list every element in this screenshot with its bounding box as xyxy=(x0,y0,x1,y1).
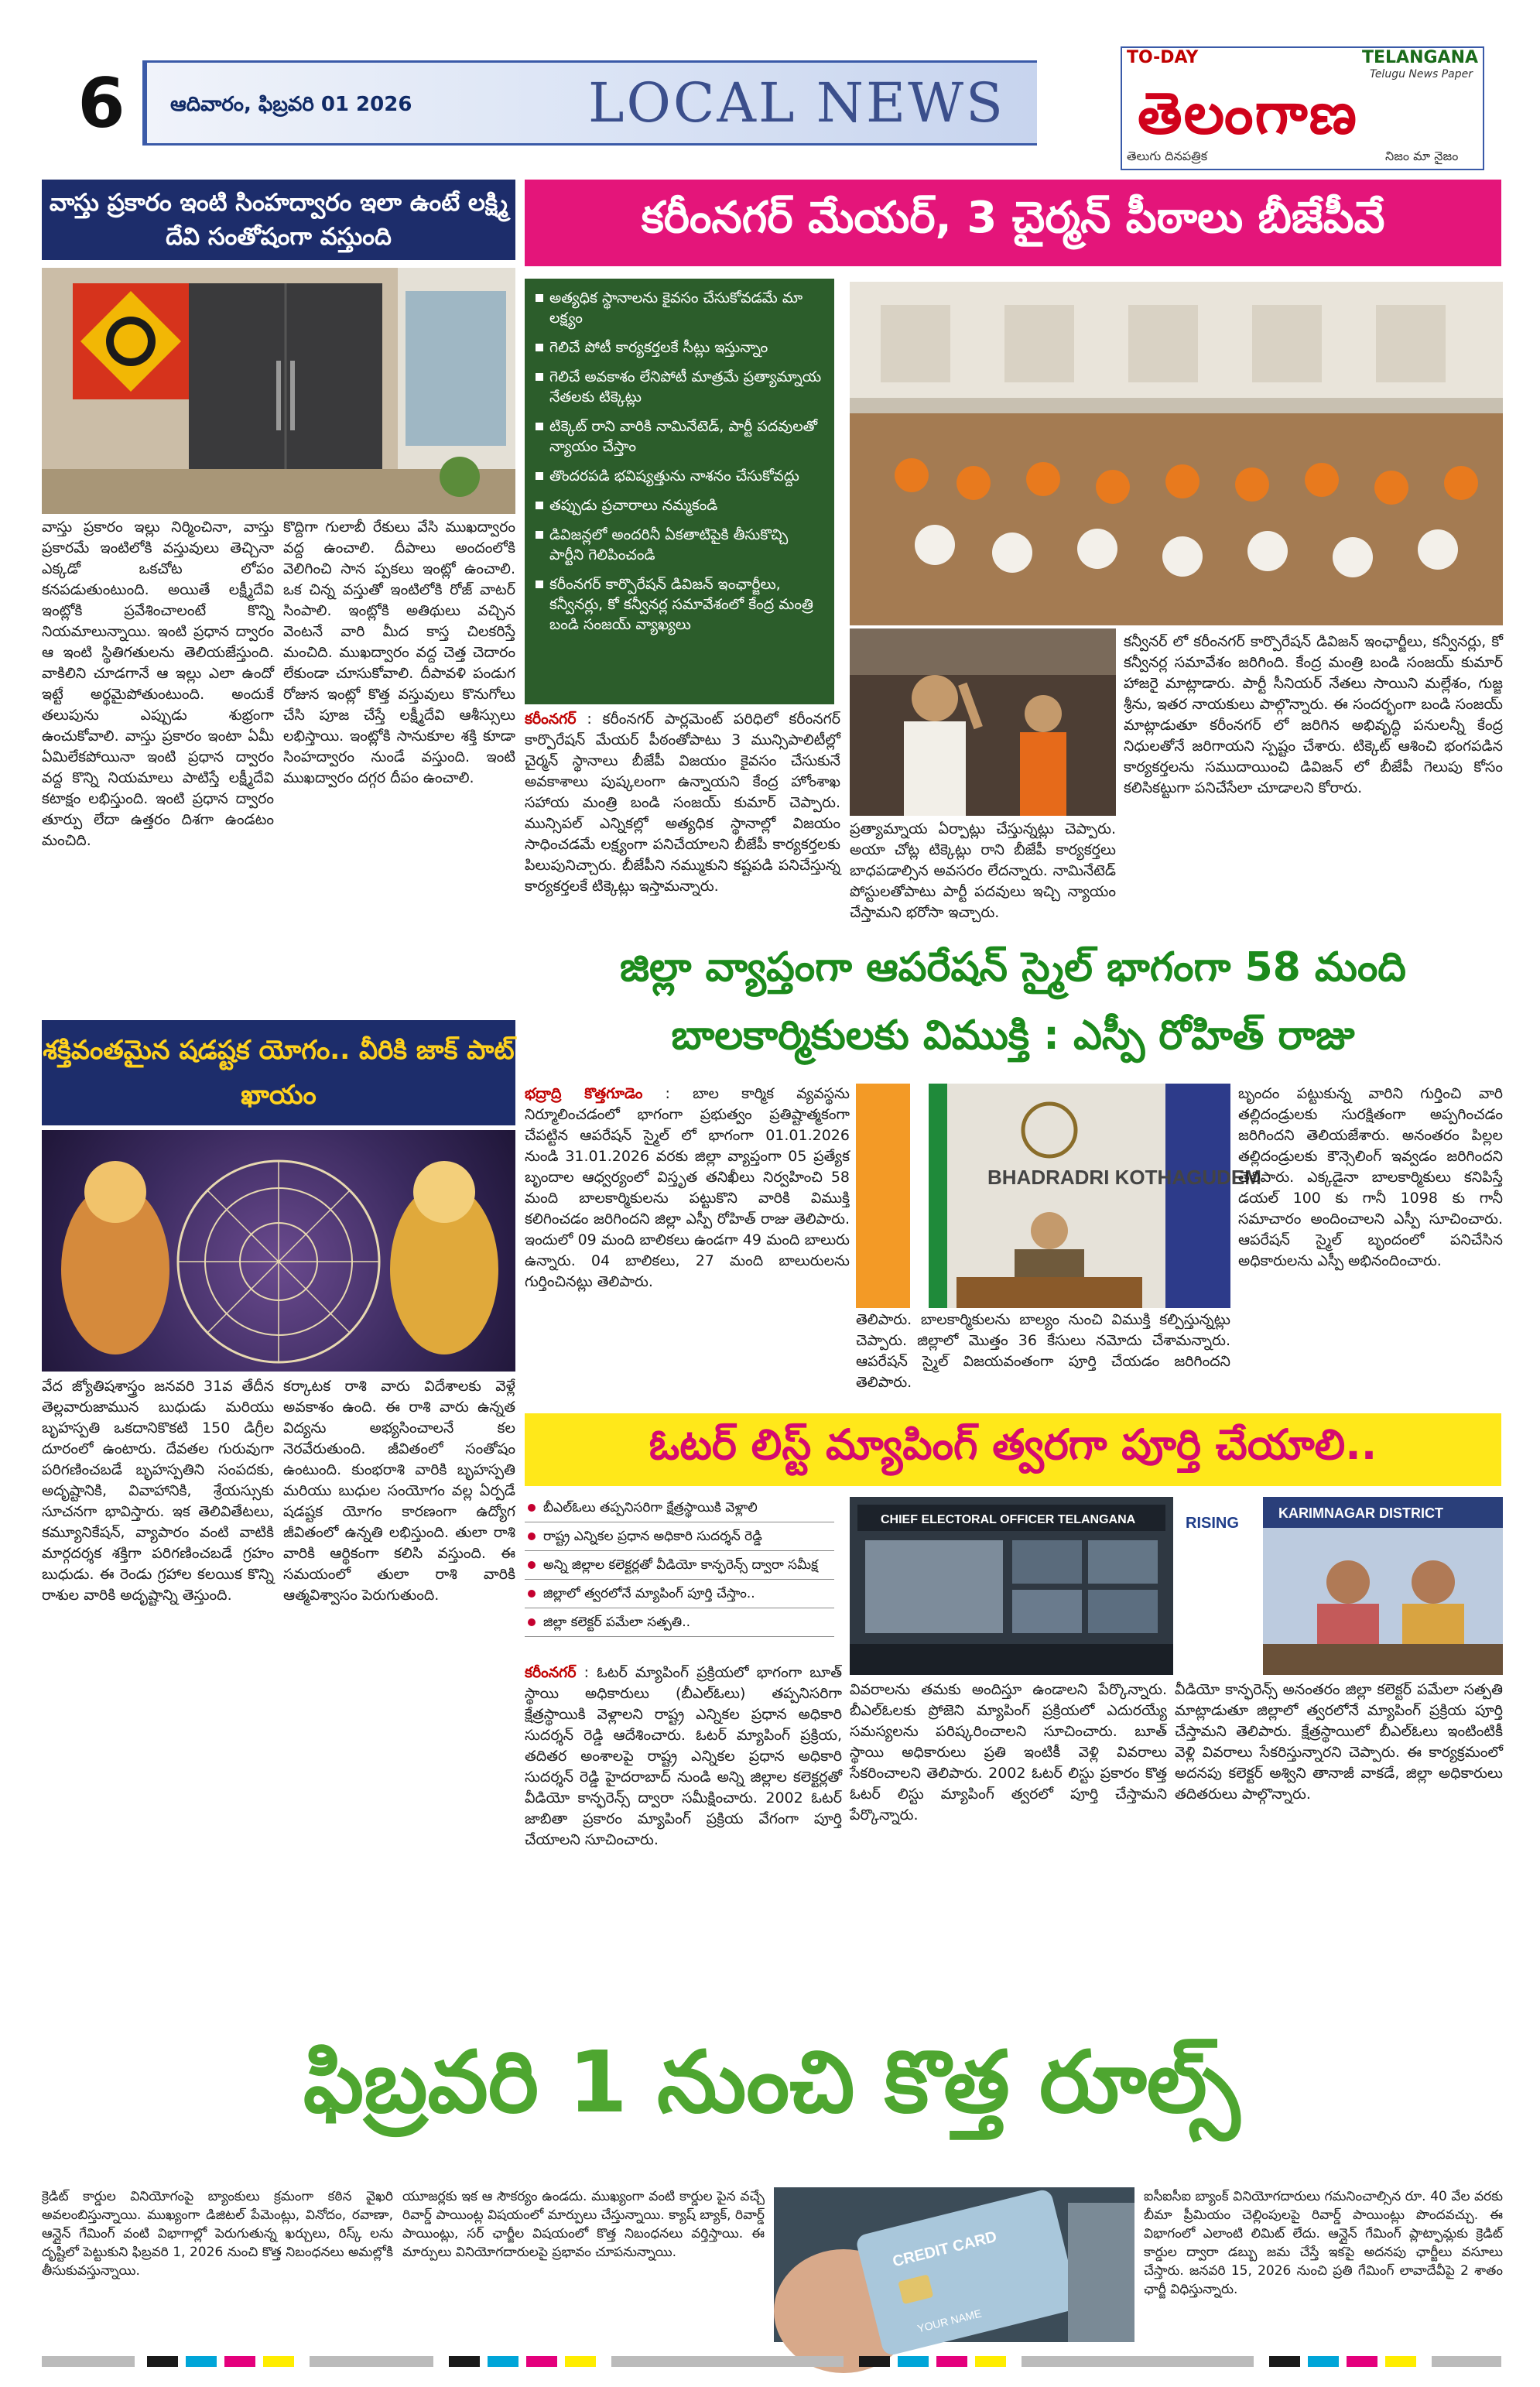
child-labour-headline[interactable]: జిల్లా వ్యాప్తంగా ఆపరేషన్ స్మైల్ భాగంగా 58 మంది బాలకార్మికులకు విముక్తి : ఎస్పీ రోహిత్ రాజు xyxy=(525,933,1501,1079)
highlight-item: గెలిచే అవకాశం లేనిపోటీ మాత్రమే ప్రత్యామ్నాయ నేతలకు టిక్కెట్లు xyxy=(532,367,826,407)
registration-bar xyxy=(1347,2356,1377,2367)
registration-bar xyxy=(449,2356,480,2367)
karimnagar-dateline: కరీంనగర్ xyxy=(525,711,577,728)
card-title-text: CREDIT CARD xyxy=(891,2228,999,2271)
karimnagar-body-col1: కరీంనగర్ : కరీంనగర్ పార్లమెంట్ పరిధిలో కరీంనగర్ కార్పొరేషన్ మేయర్ పీఠంతోపాటు 3 మున్సిపాలిటీల్లో చైర్మన్ స్థానాలు బీజేపీ విజయం కైవసం చేసుకునే అవకాశాలు పుష్కలంగా ఉన్నాయని కేంద్ర హోంశాఖ సహాయ మంత్రి బండి సంజయ్ కుమార్ చెప్పారు. మున్సిపల్ ఎన్నికల్లో అత్యధిక స్థానాల్లో విజయం సాధించడమే లక్ష్యంగా పనిచేయాలని బీజేపీ కార్యకర్తలకు పిలుపునిచ్చారు. బీజేపీని నమ్ముకుని కష్టపడి పనిచేస్తున్న కార్యకర్తలకే టిక్కెట్లు ఇస్తామన్నారు. xyxy=(525,711,840,895)
sp-press-meet-illustration xyxy=(856,1084,1261,1308)
voter-list-body-col2: వివరాలను తమకు అందిస్తూ ఉండాలని పేర్కొన్నారు. బీఎల్ఓలకు ప్రోజెని మ్యాపింగ్ ప్రక్రియలో ఎదురయ్యే సమస్యలను పరిష్కరించాలని సూచించారు. బూత్ స్థాయి అధికారులు ప్రతి ఇంటికీ వెళ్లి వివరాలు సేకరించాలని తెలిపారు. 2002 ఓటర్ లిస్టు ప్రకారం కొత్త ఓటర్ లిస్టు మ్యాపింగ్ త్వరలో పూర్తి చేస్తామని పేర్కొన్నారు. xyxy=(850,1681,1167,1824)
child-labour-dateline: భద్రాద్రి కొత్తగూడెం xyxy=(525,1085,643,1102)
logo-tagline-right: నిజం మా నైజం xyxy=(1385,149,1459,163)
highlight-item: అత్యధిక స్థానాలను కైవసం చేసుకోవడమే మా లక్ష్యం xyxy=(532,288,826,328)
logo-main-text: తెలంగాణ xyxy=(1138,80,1358,147)
karimnagar-body-col3: కన్వీనర్ లో కరీంనగర్ కార్పొరేషన్ డివిజన్ ఇంఛార్జీలు, కన్వీనర్లు, కో కన్వీనర్ల సమావేశం జరిగింది. కేంద్ర మంత్రి బండి సంజయ్ కుమార్ హాజరై మాట్లాడారు. పార్టీ సీనియర్ నేతలు సాయిని మల్లేశం, గుజ్జ శ్రీను, ఇతర నాయకులు పాల్గొన్నారు. ఈ సందర్భంగా బండి సంజయ్ మాట్లాడుతూ కరీంనగర్ లో జరిగిన అభివృద్ధి పనులన్నీ కేంద్ర నిధులతోనే జరిగాయని స్పష్టం చేశారు. టిక్కెట్ ఆశించి భంగపడిన కార్యకర్తలను సముదాయించి డివిజన్ లో బీజేపీ గెలుపు కోసం కలిసికట్టుగా పనిచేసేలా చూడాలని కోరారు. xyxy=(1124,633,1503,796)
registration-bar xyxy=(263,2356,294,2367)
registration-bar xyxy=(310,2356,433,2367)
child-labour-body-col3: బృందం పట్టుకున్న వారిని గుర్తించి వారి తల్లిదండ్రులకు సురక్షితంగా అప్పగించడం జరిగిందని తెలియజేశారు. అనంతరం పిల్లల తల్లిదండ్రులకు కౌన్సెలింగ్ ఇవ్వడం జరిగిందని తెలిపారు. ఎక్కడైనా బాలకార్మికులు కనిపిస్తే డయల్ 100 కు గానీ 1098 కు గానీ సమాచారం అందించాలని ఎస్పీ సూచించారు. ఆపరేషన్ స్మైల్ బృందంలో పనిచేసిన అధికారులను ఎస్పీ అభినందించారు. xyxy=(1238,1085,1503,1269)
registration-bar xyxy=(1308,2356,1339,2367)
voter-list-body-text: ఓటర్ మ్యాపింగ్ ప్రక్రియలో భాగంగా బూత్ స్థాయి అధికారులు (బీఎల్ఓలు) తప్పనిసరిగా క్షేత్రస్థాయికి వెళ్లాలని రాష్ట్ర ఎన్నికల ప్రధాన అధికారి సుదర్శన్ రెడ్డి ఆదేశించారు. ఓటర్ మ్యాపింగ్ ప్రక్రియ, తదితర అంశాలపై రాష్ట్ర ఎన్నికల ప్రధాన అధికారి సుదర్శన్ రెడ్డి హైదరాబాద్ నుండి అన్ని జిల్లాల కలెక్టర్లతో వీడియో కాన్ఫరెన్స్ ద్వారా సమీక్షించారు. 2002 ఓటర్ జాబితా ప్రకారం మ్యాపింగ్ ప్రక్రియ వేగంగా పూర్తి చేయాలని సూచించారు. xyxy=(525,1664,842,1848)
new-rules-body-col3: ఐసీఐసీఐ బ్యాంక్ వినియోగదారులు గమనించాల్సిన రూ. 40 వేల వరకు బీమా ప్రీమియం చెల్లింపులపై రివార్డ్ పాయింట్లు పొందవచ్చు. ఈ విభాగంలో ఎలాంటి లిమిట్ లేదు. ఆన్లైన్ గేమింగ్ ప్లాట్ఫామ్లకు క్రెడిట్ కార్డుల ద్వారా డబ్బు జమ చేస్తే ఇకపై అదనపు ఛార్జీలు వసూలు చేస్తారు. జనవరి 15, 2026 నుంచి ప్రతి గేమింగ్ లావాదేవీపై 2 శాతం ఛార్జీ విధిస్తున్నారు. xyxy=(1144,2189,1503,2297)
door-photo xyxy=(42,268,515,514)
vastu-headline[interactable]: వాస్తు ప్రకారం ఇంటి సింహద్వారం ఇలా ఉంటే లక్ష్మి దేవి సంతోషంగా వస్తుంది xyxy=(42,180,515,260)
speaker-photo xyxy=(850,628,1116,816)
vastu-body-col1: వాస్తు ప్రకారం ఇల్లు నిర్మించినా, వాస్తు ప్రకారమే ఇంటిలోకి వస్తువులు తెచ్చినా ఎక్కడో ఒకచోట లోపం కనపడుతుంటుంది. అయితే లక్ష్మీదేవి ఇంట్లోకి ప్రవేశించాలంటే కొన్ని నియమాలున్నాయి. ఇంటి ప్రధాన ద్వారం ఆ ఇంటి స్థితిగతులను తెలియజేస్తుంది. వాకిలిని చూడగానే ఆ ఇల్లు ఎలా ఉందో ఇట్టే అర్థమైపోతుంటుంది. అందుకే తలుపును ఎప్పుడు శుభ్రంగా ఉంచుకోవాలి. వాస్తు ప్రకారం ఇంటా ఏమీ ఏమిలేకపోయినా ఇంటి ప్రధాన ద్వారం వద్ద కొన్ని నియమాలు పాటిస్తే లక్ష్మీదేవి కటాక్షం లభిస్తుంది. ఇంటి ప్రధాన ద్వారం తూర్పు లేదా ఉత్తరం దిశగా ఉండటం మంచిది. xyxy=(42,519,274,849)
logo-tagline-left: తెలుగు దినపత్రిక xyxy=(1127,149,1208,163)
highlight-item: జిల్లాలో త్వరలోనే మ్యాపింగ్ పూర్తి చేస్తాం.. xyxy=(525,1580,834,1608)
video-conference-photo xyxy=(850,1497,1173,1675)
credit-card-photo xyxy=(774,2187,1134,2342)
highlight-item: తప్పుడు ప్రచారాలు నమ్మకండి xyxy=(532,495,826,515)
voter-list-dateline: కరీంనగర్ xyxy=(525,1664,577,1681)
new-rules-body-col1: క్రెడిట్ కార్డుల వినియోగంపై బ్యాంకులు క్రమంగా కఠిన వైఖరి అవలంబిస్తున్నాయి. ముఖ్యంగా డిజిటల్ పేమెంట్లు, వినోదం, రవాణా, ఆన్లైన్ గేమింగ్ వంటి విభాగాల్లో పెరుగుతున్న ఖర్చులు, రిస్క్ లను దృష్టిలో పెట్టుకుని ఫిబ్రవరి 1, 2026 నుంచి కొత్త నిబంధనలు అమల్లోకి తీసుకువస్తున్నాయి. xyxy=(42,2189,393,2279)
card-name-text: YOUR NAME xyxy=(915,2307,983,2335)
registration-bar xyxy=(186,2356,217,2367)
door-illustration xyxy=(42,268,515,514)
meeting-hall-photo xyxy=(850,282,1503,625)
logo-telangana-label: TELANGANA xyxy=(1362,48,1479,67)
registration-bar xyxy=(488,2356,518,2367)
meeting-rising-text: RISING xyxy=(1186,1515,1239,1532)
speaker-illustration xyxy=(850,628,1116,816)
highlight-item: జిల్లా కలెక్టర్ పమేలా సత్పతి.. xyxy=(525,1608,834,1637)
shadashtaka-body-col2: కర్కాటక రాశి వారు విదేశాలకు వెళ్లే అవకాశం ఉంది. ఈ రాశి వారు ఉన్నత విద్యను అభ్యసించాలనే కల నెరవేరుతుంది. జీవితంలో సంతోషం ఉంటుంది. కుంభరాశి వారికి బృహస్పతి మరియు బుధుల సంయోగం వల్ల ఏర్పడే షడష్టక యోగం కారణంగా ఉద్యోగ జీవితంలో ఉన్నతి లభిస్తుంది. తులా రాశి వారికి ఆర్థికంగా కలిసి వస్తుంది. ఈ సమయంలో తులా రాశి వారికి ఆత్మవిశ్వాసం పెరుగుతుంది. xyxy=(283,1378,515,1604)
registration-bar xyxy=(898,2356,929,2367)
highlight-item: డివిజన్లలో అందరినీ ఏకతాటిపైకి తీసుకొచ్చి పార్టీని గెలిపించండి xyxy=(532,525,826,565)
karimnagar-body-col2: ప్రత్యామ్నాయ ఏర్పాట్లు చేస్తున్నట్లు చెప్పారు. అయా చోట్ల టిక్కెట్లు రాని బీజేపీ కార్యకర్తలు బాధపడాల్సిన అవసరం లేదన్నారు. నామినేటెడ్ పోస్టులతోపాటు పార్టీ పదవులు ఇచ్చి న్యాయం చేస్తామని భరోసా ఇచ్చారు. xyxy=(850,820,1116,921)
karimnagar-headline[interactable]: కరీంనగర్ మేయర్, 3 చైర్మన్ పీఠాలు బీజేపీవే xyxy=(525,180,1501,266)
highlight-item: తొందరపడి భవిష్యత్తును నాశనం చేసుకోవద్దు xyxy=(532,466,826,486)
registration-bar xyxy=(1022,2356,1254,2367)
issue-date: ఆదివారం, ఫిబ్రవరి 01 2026 xyxy=(170,93,412,116)
shadashtaka-headline[interactable]: శక్తివంతమైన షడష్టక యోగం.. వీరికి జాక్ పాట్ ఖాయం xyxy=(42,1020,515,1125)
credit-card-illustration xyxy=(774,2187,1134,2342)
karimnagar-body-text: కరీంనగర్ పార్లమెంట్ పరిధిలో కరీంనగర్ కార్పొరేషన్ మేయర్ పీఠంతోపాటు 3 మున్సిపాలిటీల్లో చైర్మన్ స్థానాలు బీజేపీ విజయం కైవసం చేసుకునే అవకాశాలు పుష్కలంగా ఉన్నాయని కేంద్ర హోంశాఖ సహాయ మంత్రి బండి సంజయ్ కుమార్ చెప్పారు. మున్సిపల్ ఎన్నికల్లో అత్యధిక స్థానాల్లో విజయం సాధించడమే లక్ష్యంగా పనిచేయాలని బీజేపీ కార్యకర్తలకు పిలుపునిచ్చారు. బీజేపీని నమ్ముకుని కష్టపడి పనిచేస్తున్న కార్యకర్తలకే టిక్కెట్లు ఇస్తామన్నారు. xyxy=(525,711,840,895)
collector-meeting-photo xyxy=(1178,1497,1503,1675)
highlight-item: టిక్కెట్ రాని వారికి నామినేటెడ్, పార్టీ పదవులతో న్యాయం చేస్తాం xyxy=(532,416,826,457)
registration-bar xyxy=(147,2356,178,2367)
logo-telugu-news-paper: Telugu News Paper xyxy=(1370,68,1473,80)
zodiac-photo xyxy=(42,1130,515,1372)
collector-meeting-illustration xyxy=(1178,1497,1503,1675)
video-conference-illustration xyxy=(850,1497,1173,1675)
highlight-item: గెలిచే పోటీ కార్యకర్తలకే సీట్లు ఇస్తున్నాం xyxy=(532,337,826,358)
child-labour-body-col1: భద్రాద్రి కొత్తగూడెం : బాల కార్మిక వ్యవస్థను నిర్మూలించడంలో భాగంగా ప్రభుత్వం ప్రతిష్టాత్మకంగా చేపట్టిన ఆపరేషన్ స్మైల్ లో భాగంగా 01.01.2026 నుండి 31.01.2026 వరకు జిల్లా వ్యాప్తంగా 05 ప్రత్యేక బృందాల ఆధ్వర్యంలో విస్తృత తనిఖీలు నిర్వహించి 58 మంది బాలకార్మికులను పట్టుకొని వారికి విముక్తి కలిగించడం జరిగిందని జిల్లా ఎస్పీ రోహిత్ రాజు తెలిపారు. ఇందులో 09 మంది బాలికలు ఉండగా 49 మంది బాలురు ఉన్నారు. 04 బాలికలు, 27 మంది బాలురులను గుర్తించినట్లు తెలిపారు. xyxy=(525,1085,850,1290)
highlight-item: రాష్ట్ర ఎన్నికల ప్రధాన అధికారి సుదర్శన్ రెడ్డి xyxy=(525,1522,834,1551)
voter-list-body-col1: కరీంనగర్ : ఓటర్ మ్యాపింగ్ ప్రక్రియలో భాగంగా బూత్ స్థాయి అధికారులు (బీఎల్ఓలు) తప్పనిసరిగా క్షేత్రస్థాయికి వెళ్లాలని రాష్ట్ర ఎన్నికల ప్రధాన అధికారి సుదర్శన్ రెడ్డి ఆదేశించారు. ఓటర్ మ్యాపింగ్ ప్రక్రియ, తదితర అంశాలపై రాష్ట్ర ఎన్నికల ప్రధాన అధికారి సుదర్శన్ రెడ్డి హైదరాబాద్ నుండి అన్ని జిల్లాల కలెక్టర్లతో వీడియో కాన్ఫరెన్స్ ద్వారా సమీక్షించారు. 2002 ఓటర్ జాబితా ప్రకారం మ్యాపింగ్ ప్రక్రియ వేగంగా పూర్తి చేయాలని సూచించారు. xyxy=(525,1664,842,1848)
vastu-body-col2: కొద్దిగా గులాబీ రేకులు వేసి ముఖద్వారం వద్ద ఉంచాలి. దీపాలు అందంలోకి వెలిగించి సాన ప్పకలు ఇంట్లో ఉంచాలి. ఒక చిన్న వస్తుతో ఇంటిలోకి రోజ్ వాటర్ సింపాలి. ఇంట్లోకి అతిథులు వచ్చిన వెంటనే వారి మీద కాస్త చిలకరిస్తే మంచిది. ముఖద్వారం వద్ద చెత్త చెదారం లేకుండా చూసుకోవాలి. దీపావళి పండుగ రోజున ఇంట్లో కొత్త వస్తువులు కొనుగోలు చేసి పూజ చేస్తే లక్ష్మీదేవి ఆశీస్సులు లభిస్తాయి. ఇంట్లోకి సానుకూల శక్తి కూడా సింహద్వారం నుండే వస్తుంది. ఇంటి ముఖద్వారం దగ్గర దీపం ఉంచాలి. xyxy=(283,519,515,786)
new-rules-headline[interactable]: ఫిబ్రవరి 1 నుంచి కొత్త రూల్స్ xyxy=(303,2033,1241,2132)
voter-list-headline[interactable]: ఓటర్ లిస్ట్ మ్యాపింగ్ త్వరగా పూర్తి చేయాలి.. xyxy=(525,1413,1501,1486)
sp-press-meet-photo xyxy=(856,1084,1261,1308)
registration-bar xyxy=(224,2356,255,2367)
logo-today-label: TO-DAY xyxy=(1127,48,1199,67)
meeting-banner-text: KARIMNAGAR DISTRICT xyxy=(1278,1505,1443,1521)
highlight-item: కరీంనగర్ కార్పొరేషన్ డివిజన్ ఇంఛార్జీలు, కన్వీనర్లు, కో కన్వీనర్ల సమావేశంలో కేంద్ర మంత్రి బండి సంజయ్ వ్యాఖ్యలు xyxy=(532,574,826,635)
child-labour-body-col2: తెలిపారు. బాలకార్మికులను బాల్యం నుంచి విముక్తి కల్పిస్తున్నట్లు చెప్పారు. జిల్లాలో మొత్తం 36 కేసులు నమోదు చేశామన్నారు. ఆపరేషన్ స్మైల్ విజయవంతంగా పూర్తి చేయడం జరిగిందని తెలిపారు. xyxy=(856,1311,1230,1391)
video-banner-text: CHIEF ELECTORAL OFFICER TELANGANA xyxy=(881,1513,1136,1526)
registration-bar xyxy=(526,2356,557,2367)
registration-bar xyxy=(1432,2356,1501,2367)
new-rules-body-col2: యూజర్లకు ఇక ఆ సౌకర్యం ఉండదు. ముఖ్యంగా వంటి కార్డుల పైన వచ్చే రివార్డ్ పాయింట్ల విషయంలో మార్పులు చేస్తున్నాయి. క్యాష్ బ్యాక్, రివార్డ్ పాయింట్లు, సర్ ఛార్జీల విషయంలో కొత్త నిబంధనలు వర్తిస్తాయి. ఈ మార్పులు వినియోగదారులపై ప్రభావం చూపనున్నాయి. xyxy=(402,2189,765,2260)
highlight-item: బీఎల్ఓలు తప్పనిసరిగా క్షేత్రస్థాయికి వెళ్లాలి xyxy=(525,1494,834,1522)
highlight-item: అన్ని జిల్లాల కలెక్టర్లతో వీడియో కాన్ఫరెన్స్ ద్వారా సమీక్ష xyxy=(525,1551,834,1580)
zodiac-wheel-illustration xyxy=(42,1130,515,1372)
registration-bar xyxy=(42,2356,135,2367)
voter-list-highlights xyxy=(525,1494,834,1656)
page-number: 6 xyxy=(60,60,147,146)
meeting-hall-illustration xyxy=(850,282,1503,625)
child-labour-body-text: బాల కార్మిక వ్యవస్థను నిర్మూలించడంలో భాగంగా ప్రభుత్వం ప్రతిష్టాత్మకంగా చేపట్టిన ఆపరేషన్ స్మైల్ లో భాగంగా 01.01.2026 నుండి 31.01.2026 వరకు జిల్లా వ్యాప్తంగా 05 ప్రత్యేక బృందాల ఆధ్వర్యంలో విస్తృత తనిఖీలు నిర్వహించి 58 మంది బాలకార్మికులను పట్టుకొని వారికి విముక్తి కలిగించడం జరిగిందని జిల్లా ఎస్పీ రోహిత్ రాజు తెలిపారు. ఇందులో 09 మంది బాలికలు ఉండగా 49 మంది బాలురు ఉన్నారు. 04 బాలికలు, 27 మంది బాలురులను గుర్తించినట్లు తెలిపారు. xyxy=(525,1085,850,1290)
registration-bar xyxy=(1385,2356,1416,2367)
registration-bar xyxy=(859,2356,890,2367)
registration-bar xyxy=(936,2356,967,2367)
karimnagar-highlights xyxy=(525,279,834,704)
voter-list-body-col3: వీడియో కాన్ఫరెన్స్ అనంతరం జిల్లా కలెక్టర్ పమేలా సత్పతి మాట్లాడుతూ జిల్లాలో త్వరలోనే మ్యాపింగ్ ప్రక్రియ పూర్తి చేస్తామని తెలిపారు. క్షేత్రస్థాయిలో బీఎల్ఓలు ఇంటింటికీ వెళ్లి వివరాలు సేకరిస్తున్నారని చెప్పారు. ఈ కార్యక్రమంలో అదనపు కలెక్టర్ అశ్విని తానాజీ వాకడే, జిల్లా అధికారులు తదితరులు పాల్గొన్నారు. xyxy=(1175,1681,1503,1803)
sp-banner-text: BHADRADRI KOTHAGUDEM xyxy=(987,1166,1261,1189)
registration-bar xyxy=(975,2356,1006,2367)
section-title: LOCAL NEWS xyxy=(588,71,1005,135)
registration-bar xyxy=(611,2356,844,2367)
registration-bar xyxy=(1269,2356,1300,2367)
registration-bar xyxy=(565,2356,596,2367)
shadashtaka-body-col1: వేద జ్యోతిషశాస్త్రం జనవరి 31వ తేదీన తెల్లవారుజామున బుధుడు మరియు బృహస్పతి ఒకదానికొకటి 150 డిగ్రీల దూరంలో ఉంటారు. దేవతల గురువుగా పరిగణించబడే బృహస్పతిని సంపదకు, అదృష్టానికి, వివాహానికి, శ్రేయస్సుకు సూచనగా భావిస్తారు. ఇక తెలివితేటలు, కమ్యూనికేషన్, వ్యాపారం వంటి వాటికి మార్గదర్శక శక్తిగా పరిగణించబడే గ్రహం బుధుడు. ఈ రెండు గ్రహాల కలయిక కొన్ని రాశుల వారికి అదృష్టాన్ని తెస్తుంది. xyxy=(42,1378,274,1604)
